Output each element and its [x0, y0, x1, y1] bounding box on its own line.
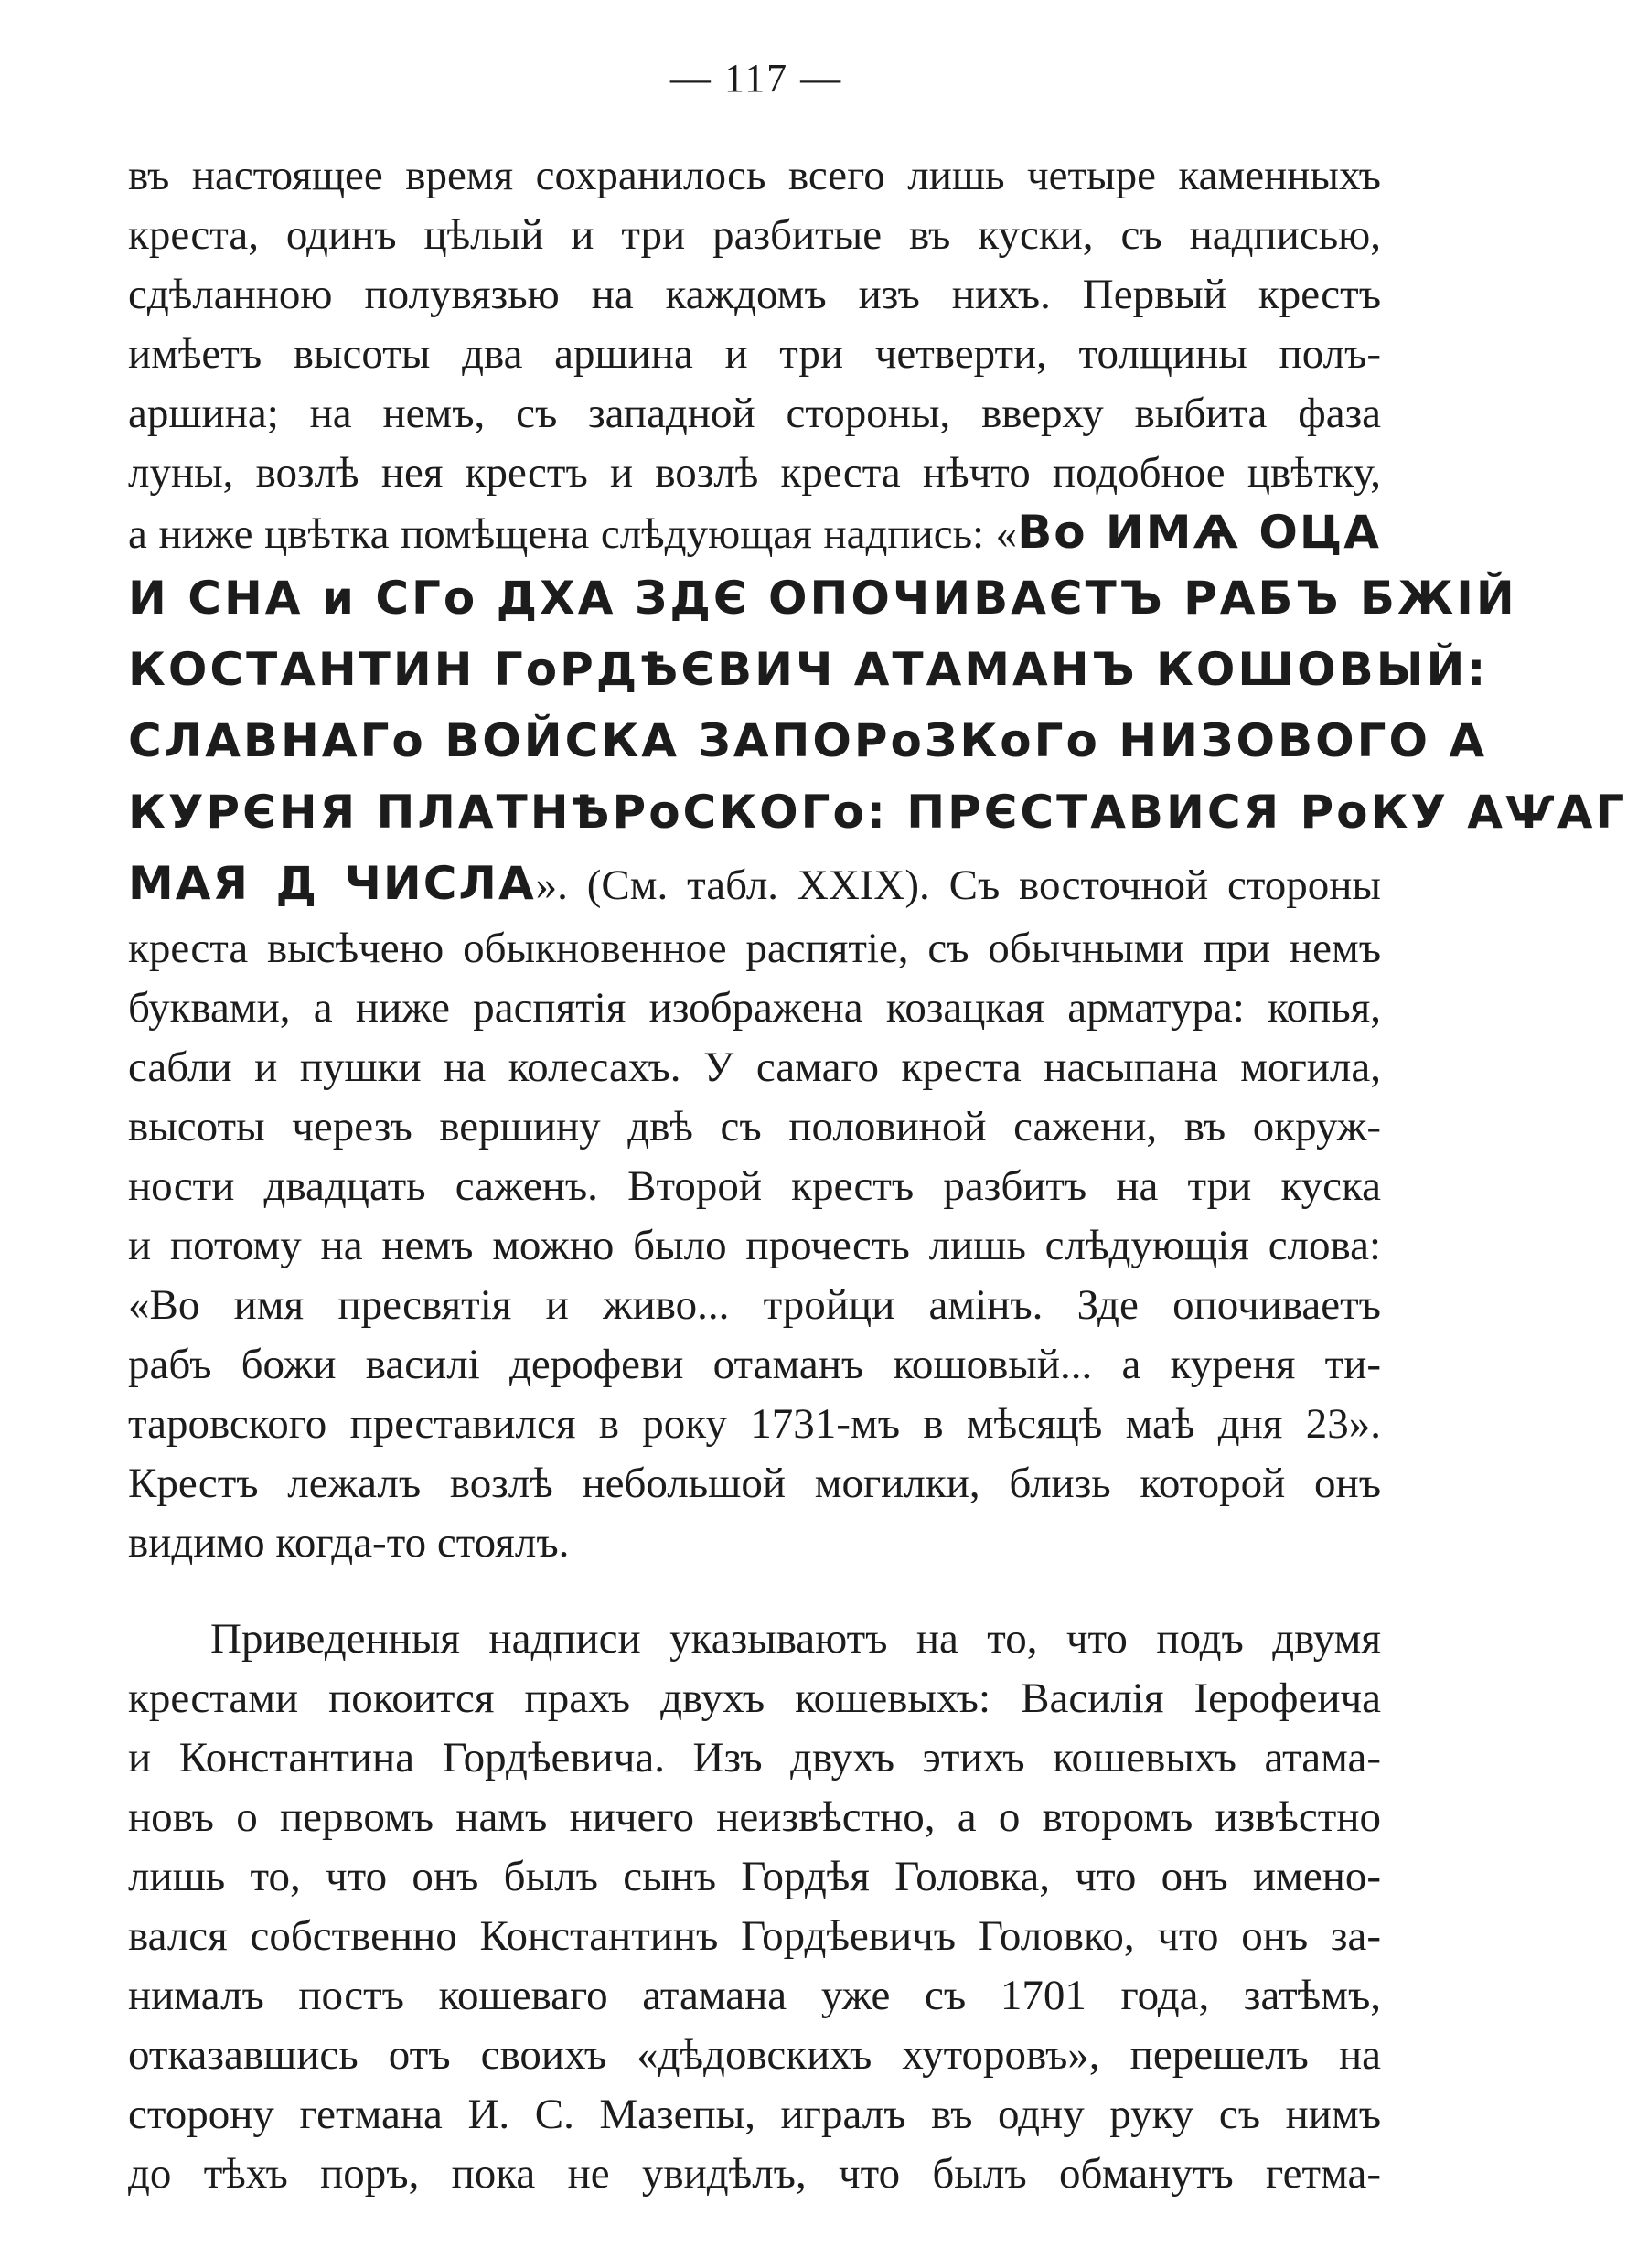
inscription-line: И СНА и СГо ДХА ЗДЄ ОПОЧИВАЄТЪ РАБЪ БЖІЙ [128, 572, 1517, 625]
paragraph-1 [128, 146, 1627, 1573]
inscription-fragment: МАЯ Д ЧИСЛА [128, 857, 536, 910]
text-line: и потому на немъ можно было прочесть лишь слѣдующія слова: [128, 1222, 1381, 1269]
text-line: «Во имя пресвятія и живо... тройци амінъ. Зде опочиваетъ [128, 1281, 1381, 1329]
text-line: сдѣланною полувязью на каждомъ изъ нихъ. Первый крестъ [128, 271, 1381, 318]
text-line: видимо когда-то стоялъ. [128, 1519, 570, 1567]
inscription-fragment: Во ИМѦ ОЦА [1017, 506, 1381, 559]
text-line: крестами покоится прахъ двухъ кошевыхъ: Василія Іерофеича [128, 1674, 1381, 1722]
text-line: Крестъ лежалъ возлѣ небольшой могилки, близь которой онъ [128, 1460, 1381, 1507]
paragraph-2 [128, 1610, 1381, 2204]
paragraph-gap [128, 1573, 1381, 1610]
text-fragment: ». (См. табл. XXIX). Съ восточной стороны [535, 861, 1381, 909]
text-line: рабъ божи василі дерофеви отаманъ кошовый... а куреня ти- [128, 1341, 1381, 1388]
text-line: креста высѣчено обыкновенное распятіе, съ обычными при немъ [128, 925, 1381, 972]
text-line: ности двадцать саженъ. Второй крестъ разбитъ на три куска [128, 1162, 1381, 1210]
text-line: имѣетъ высоты два аршина и три четверти, толщины полъ- [128, 330, 1381, 378]
text-line: буквами, а ниже распятія изображена козацкая арматура: копья, [128, 984, 1381, 1032]
text-line: креста, одинъ цѣлый и три разбитые въ куски, съ надписью, [128, 211, 1381, 259]
text-line: новъ о первомъ намъ ничего неизвѣстно, а о второмъ извѣстно [128, 1793, 1381, 1841]
text-line: высоты черезъ вершину двѣ съ половиной сажени, въ окруж- [128, 1103, 1381, 1150]
text-fragment: а ниже цвѣтка помѣщена слѣдующая надпись: « [128, 510, 1018, 558]
inscription-line: КУРЄНЯ ПЛАТНѢРоСКОГо: ПРЄСТАВИСЯ РоКУ АѰАГ [128, 786, 1627, 839]
text-line: лишь то, что онъ былъ сынъ Гордѣя Головка, что онъ имено- [128, 1853, 1381, 1900]
text-line-mixed [128, 503, 1381, 562]
text-line: нималъ постъ кошеваго атамана уже съ 1701 года, затѣмъ, [128, 1972, 1381, 2019]
text-line: до тѣхъ поръ, пока не увидѣлъ, что былъ обманутъ гетма- [128, 2150, 1381, 2198]
text-line: луны, возлѣ нея крестъ и возлѣ креста нѣчто подобное цвѣтку, [128, 449, 1381, 497]
text-line: и Константина Гордѣевича. Изъ двухъ этихъ кошевыхъ атама- [128, 1734, 1381, 1781]
text-line: сторону гетмана И. С. Мазепы, игралъ въ одну руку съ нимъ [128, 2091, 1381, 2138]
text-line: Приведенныя надписи указываютъ на то, что подъ двумя [210, 1615, 1381, 1663]
text-line: таровского преставился в року 1731-мъ в мѣсяцѣ маѣ дня 23». [128, 1400, 1381, 1448]
text-line-mixed [128, 848, 1381, 919]
text-line: сабли и пушки на колесахъ. У самаго креста насыпана могила, [128, 1043, 1381, 1091]
inscription-line: СЛАВНАГо ВОЙСКА ЗАПОРоЗКоГо НИЗОВОГО А [128, 714, 1488, 767]
page-number: — 117 — [669, 56, 843, 101]
text-line: въ настоящее время сохранилось всего лишь четыре каменныхъ [128, 152, 1381, 199]
text-line: вался собственно Константинъ Гордѣевичъ Головко, что онъ за- [128, 1912, 1381, 1960]
text-body [128, 146, 1627, 2204]
text-line: аршина; на немъ, съ западной стороны, вверху выбита фаза [128, 390, 1381, 437]
text-line: отказавшись отъ своихъ «дѣдовскихъ хуторовъ», перешелъ на [128, 2031, 1381, 2079]
inscription-line: КОСТАНТИН ГоРДѢЄВИЧ АТАМАНЪ КОШОВЫЙ: [128, 643, 1489, 696]
